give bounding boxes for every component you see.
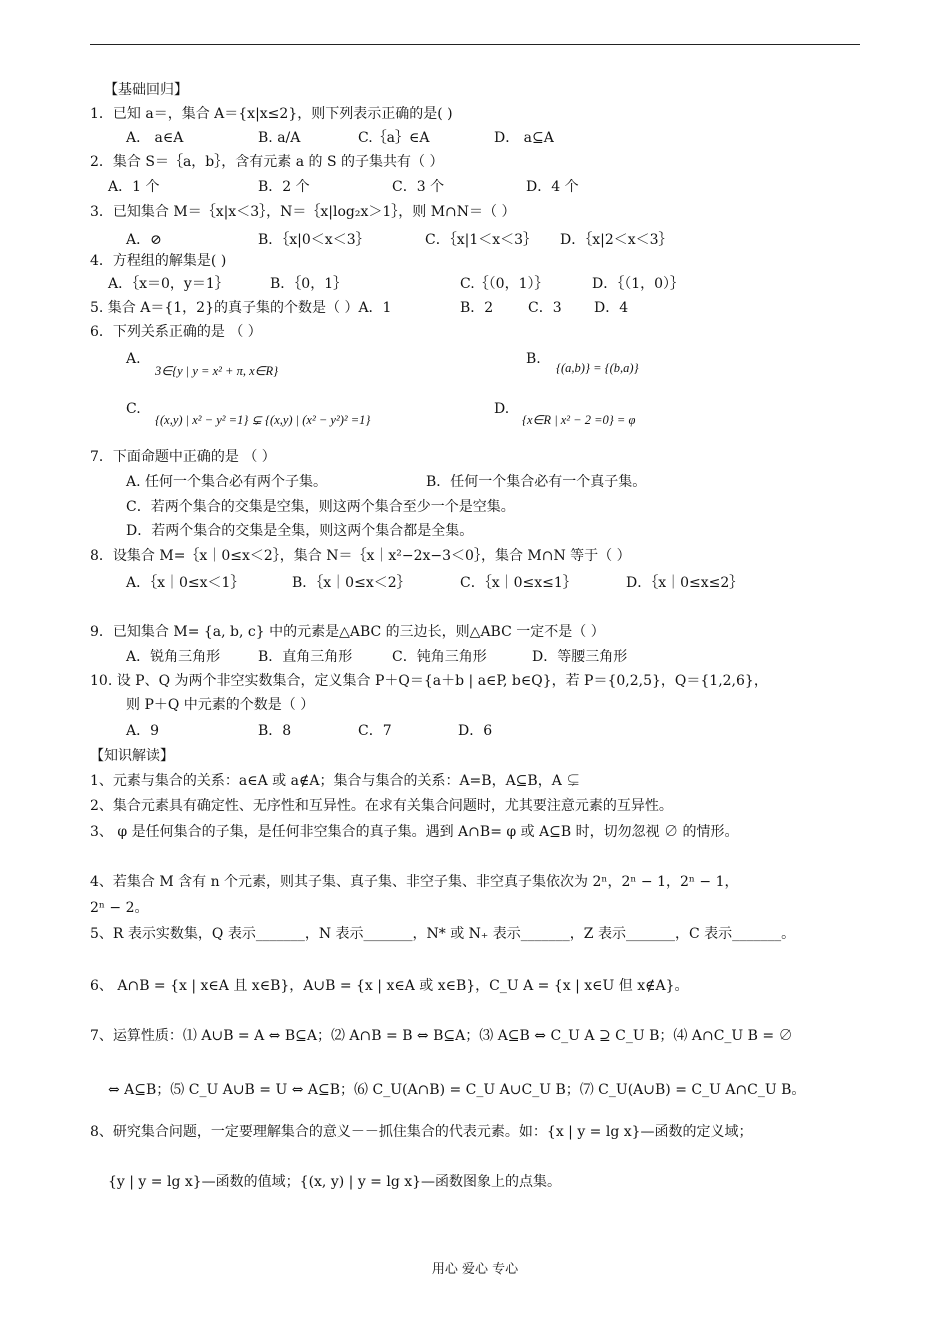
question-4-stem: 4．方程组的解集是( ) <box>90 253 227 269</box>
q6-option-b-formula: {(a,b)} = {(b,a)} <box>556 361 639 375</box>
q6-option-d-formula: {x∈R | x² − 2 =0} = φ <box>522 413 636 427</box>
q4-option-b: B．｛0，1｝ <box>270 276 348 292</box>
knowledge-item-3: 3、 φ 是任何集合的子集，是任何非空集合的真子集。遇到 A∩B= φ 或 A⊆B 时，切勿忽视 ∅ 的情形。 <box>90 824 739 840</box>
q8-option-d: D．｛x｜0≤x≤2｝ <box>626 575 744 591</box>
knowledge-item-6: 6、 A∩B = {x | x∈A 且 x∈B}，A∪B = {x | x∈A 或 x∈B}，C_U A = {x | x∈U 但 x∉A}。 <box>90 978 689 994</box>
q4-option-d: D．｛（1，0）｝ <box>592 276 685 292</box>
question-10-stem: 10. 设 P、Q 为两个非空实数集合，定义集合 P＋Q＝{a＋b | a∈P, b∈Q}，若 P＝{0,2,5}，Q＝{1,2,6}， <box>90 673 768 689</box>
q6-option-d-label: D. <box>494 401 510 417</box>
q1-option-c: C.｛a｝∈A <box>358 130 430 146</box>
q3-option-c: C．｛x|1＜x＜3｝ <box>425 232 538 248</box>
q7-option-b: B．任何一个集合必有一个真子集。 <box>426 474 647 490</box>
page-footer: 用心 爱心 专心 <box>431 1262 519 1277</box>
q6-option-a-formula: 3∈{y | y = x² + π, x∈R} <box>155 364 279 378</box>
question-5-stem: 5. 集合 A＝{1，2}的真子集的个数是（ ）A．1 <box>90 300 392 316</box>
knowledge-item-5: 5、R 表示实数集，Q 表示_______，N 表示_______，N* 或 N₊ 表示_______，Z 表示_______，C 表示_______。 <box>90 926 796 942</box>
knowledge-item-8: 8、研究集合问题，一定要理解集合的意义－－抓住集合的代表元素。如：{x | y = lg x}—函数的定义域； <box>90 1124 753 1140</box>
q10-option-a: A．9 <box>126 723 160 739</box>
q10-option-b: B．8 <box>258 723 292 739</box>
q1-option-d: D． a⊆A <box>494 130 554 146</box>
knowledge-item-4-cont: 2ⁿ − 2。 <box>90 900 149 916</box>
q6-option-c-formula: {(x,y) | x² − y² =1} ⊊ {(x,y) | (x² − y²)² =1} <box>155 413 371 427</box>
q8-option-a: A．｛x｜0≤x＜1｝ <box>126 575 245 591</box>
q9-option-c: C．钝角三角形 <box>392 649 487 665</box>
q6-option-b-label: B. <box>526 351 541 367</box>
knowledge-item-4: 4、若集合 M 含有 n 个元素，则其子集、真子集、非空子集、非空真子集依次为 2ⁿ，2ⁿ − 1，2ⁿ − 1， <box>90 874 739 890</box>
q9-option-b: B．直角三角形 <box>258 649 353 665</box>
q1-option-a: A． a∈A <box>126 130 184 146</box>
section-title-knowledge: 【知识解读】 <box>90 748 174 764</box>
question-8-stem: 8．设集合 M=｛x｜0≤x＜2｝，集合 N＝｛x｜x²−2x−3＜0｝，集合 M∩N 等于（ ） <box>90 548 631 564</box>
q7-option-d: D．若两个集合的交集是全集，则这两个集合都是全集。 <box>126 523 474 539</box>
q10-option-c: C．7 <box>358 723 392 739</box>
knowledge-item-8-cont: {y | y = lg x}—函数的值域；{(x, y) | y = lg x}—函数图象上的点集。 <box>108 1174 562 1190</box>
q4-option-a: A．｛x＝0，y＝1｝ <box>108 276 229 292</box>
q7-option-a: A. 任何一个集合必有两个子集。 <box>126 474 328 490</box>
q7-option-c: C．若两个集合的交集是空集，则这两个集合至少一个是空集。 <box>126 499 515 515</box>
question-1-stem: 1．已知 a＝，集合 A＝{x|x≤2}，则下列表示正确的是( ) <box>90 106 453 122</box>
q6-option-a-label: A. <box>126 351 141 367</box>
knowledge-item-7-cont: ⇔ A⊆B；⑸ C_U A∪B = U ⇔ A⊆B；⑹ C_U(A∩B) = C_U A∪C_U B；⑺ C_U(A∪B) = C_U A∩C_U B。 <box>108 1082 806 1098</box>
q9-option-a: A．锐角三角形 <box>126 649 221 665</box>
q1-option-b: B. a/A <box>258 130 301 146</box>
section-title-basics: 【基础回归】 <box>104 82 188 98</box>
q9-option-d: D．等腰三角形 <box>532 649 628 665</box>
q3-option-b: B．｛x|0＜x＜3｝ <box>258 232 370 248</box>
question-9-stem: 9．已知集合 M= {a, b, c} 中的元素是△ABC 的三边长，则△ABC 一定不是（ ） <box>90 624 605 640</box>
q10-option-d: D．6 <box>458 723 493 739</box>
q3-option-d: D．｛x|2＜x＜3｝ <box>560 232 673 248</box>
q6-option-c-label: C. <box>126 401 141 417</box>
q2-option-d: D．4 个 <box>526 179 579 195</box>
question-3-stem: 3．已知集合 M＝｛x|x＜3｝，N＝｛x|log₂x＞1｝，则 M∩N＝（ ） <box>90 204 516 220</box>
q4-option-c: C.｛（0，1）｝ <box>460 276 549 292</box>
header-rule <box>90 44 860 45</box>
q5-option-b: B．2 <box>460 300 494 316</box>
q2-option-a: A．1 个 <box>108 179 160 195</box>
q5-option-d: D．4 <box>594 300 629 316</box>
question-2-stem: 2．集合 S＝｛a，b｝，含有元素 a 的 S 的子集共有（ ） <box>90 154 444 170</box>
question-10-stem-line2: 则 P＋Q 中元素的个数是（ ） <box>126 697 315 713</box>
q3-option-a: A．⊘ <box>126 232 162 248</box>
knowledge-item-1: 1、元素与集合的关系：a∈A 或 a∉A；集合与集合的关系：A=B，A⊆B，A ⊊ <box>90 773 581 789</box>
q2-option-c: C．3 个 <box>392 179 445 195</box>
question-7-stem: 7．下面命题中正确的是 （ ） <box>90 449 276 465</box>
question-6-stem: 6．下列关系正确的是 （ ） <box>90 324 262 340</box>
q8-option-b: B．｛x｜0≤x＜2｝ <box>292 575 411 591</box>
q2-option-b: B．2 个 <box>258 179 310 195</box>
knowledge-item-2: 2、集合元素具有确定性、无序性和互异性。在求有关集合问题时，尤其要注意元素的互异性。 <box>90 798 673 814</box>
knowledge-item-7: 7、运算性质：⑴ A∪B = A ⇔ B⊆A；⑵ A∩B = B ⇔ B⊆A；⑶ A⊆B ⇔ C_U A ⊇ C_U B；⑷ A∩C_U B = ∅ <box>90 1028 793 1044</box>
q5-option-c: C．3 <box>528 300 562 316</box>
q8-option-c: C．｛x｜0≤x≤1｝ <box>460 575 577 591</box>
